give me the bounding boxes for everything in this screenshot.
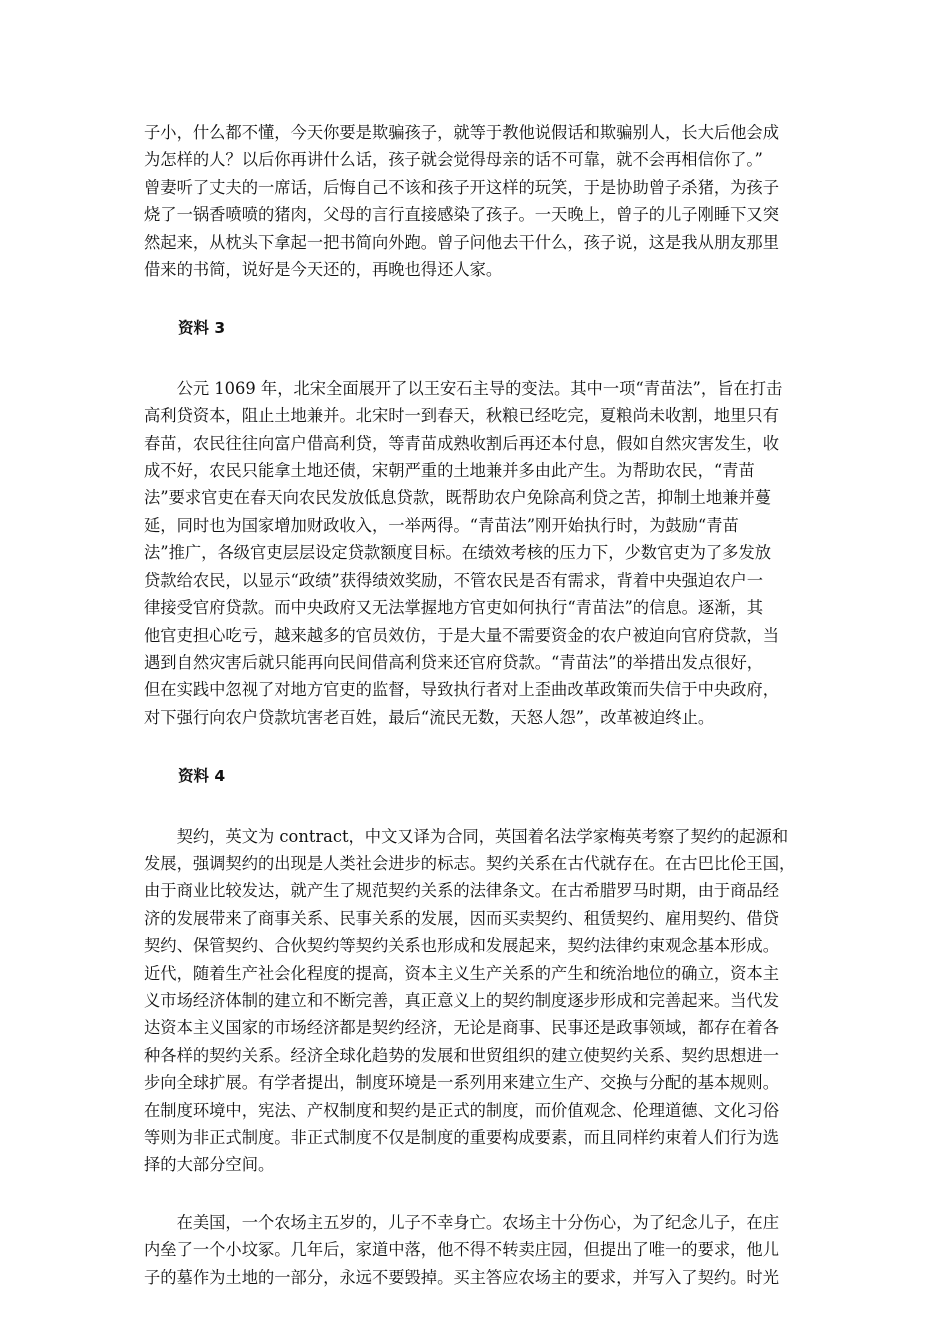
text-line: 贷款给农民，以显示“政绩”获得绩效奖励，不管农民是否有需求，背着中央强迫农户一 bbox=[144, 570, 764, 590]
text-line: 在美国，一个农场主五岁的，儿子不幸身亡。农场主十分伤心，为了纪念儿子，在庄 bbox=[144, 1212, 779, 1232]
text-line: 为怎样的人？以后你再讲什么话，孩子就会觉得母亲的话不可靠，就不会再相信你了。” bbox=[144, 150, 763, 170]
text-line: 高利贷资本，阻止土地兼并。北宋时一到春天，秋粮已经吃完，夏粮尚未收割，地里只有 bbox=[144, 406, 779, 426]
text-line: 择的大部分空间。 bbox=[144, 1155, 275, 1175]
paragraph-qingmiao-law bbox=[144, 375, 810, 731]
text-line: 借来的书简，说好是今天还的，再晚也得还人家。 bbox=[144, 260, 503, 280]
paragraph-zengzi-story bbox=[144, 119, 810, 283]
text-line: 步向全球扩展。有学者提出，制度环境是一系列用来建立生产、交换与分配的基本规则。 bbox=[144, 1073, 779, 1093]
paragraph-contract bbox=[144, 823, 810, 1179]
text-line: 由于商业比较发达，就产生了规范契约关系的法律条文。在古希腊罗马时期，由于商品经 bbox=[144, 881, 779, 901]
text-line: 公元 1069 年，北宋全面展开了以王安石主导的变法。其中一项“青苗法”，旨在打击 bbox=[144, 378, 783, 398]
text-line: 对下强行向农户贷款坑害老百姓，最后“流民无数，天怒人怨”，改革被迫终止。 bbox=[144, 707, 715, 727]
text-line: 法”要求官吏在春天向农民发放低息贷款，既帮助农户免除高利贷之苦，抑制土地兼并蔓 bbox=[144, 488, 772, 508]
text-line: 烧了一锅香喷喷的猪肉，父母的言行直接感染了孩子。一天晚上，曾子的儿子刚睡下又突 bbox=[144, 205, 779, 225]
text-line: 但在实践中忽视了对地方官吏的监督，导致执行者对上歪曲改革政策而失信于中央政府， bbox=[144, 680, 779, 700]
paragraph-farmer-story bbox=[144, 1209, 810, 1291]
text-line: 发展，强调契约的出现是人类社会进步的标志。契约关系在古代就存在。在古巴比伦王国， bbox=[144, 853, 796, 873]
text-line: 等则为非正式制度。非正式制度不仅是制度的重要构成要素，而且同样约束着人们行为选 bbox=[144, 1128, 779, 1147]
text-line: 达资本主义国家的市场经济都是契约经济，无论是商事、民事还是政事领域，都存在着各 bbox=[144, 1018, 779, 1038]
text-line: 在制度环境中，宪法、产权制度和契约是正式的制度，而价值观念、伦理道德、文化习俗 bbox=[144, 1100, 779, 1120]
text-line: 成不好，农民只能拿土地还债，宋朝严重的土地兼并多由此产生。为帮助农民，“青苗 bbox=[144, 461, 755, 481]
text-line: 子小，什么都不懂，今天你要是欺骗孩子，就等于教他说假话和欺骗别人，长大后他会成 bbox=[144, 123, 779, 142]
text-line: 契约、保管契约、合伙契约等契约关系也形成和发展起来，契约法律约束观念基本形成。 bbox=[144, 936, 779, 956]
text-line: 春苗，农民往往向富户借高利贷，等青苗成熟收割后再还本付息，假如自然灾害发生，收 bbox=[144, 433, 779, 453]
text-line: 内垒了一个小坟冢。几年后，家道中落，他不得不转卖庄园，但提出了唯一的要求，他儿 bbox=[144, 1240, 779, 1260]
text-line: 近代，随着生产社会化程度的提高，资本主义生产关系的产生和统治地位的确立，资本主 bbox=[144, 963, 779, 983]
text-line: 律接受官府贷款。而中央政府又无法掌握地方官吏如何执行“青苗法”的信息。逐渐，其 bbox=[144, 598, 764, 618]
text-line: 他官吏担心吃亏，越来越多的官员效仿，于是大量不需要资金的农户被迫向官府贷款，当 bbox=[144, 625, 779, 645]
text-line: 曾妻听了丈夫的一席话，后悔自己不该和孩子开这样的玩笑，于是协助曾子杀猪，为孩子 bbox=[144, 177, 779, 197]
text-line: 契约，英文为 contract，中文又译为合同，英国着名法学家梅英考察了契约的起源和 bbox=[144, 826, 789, 846]
text-line: 法”推广，各级官吏层层设定贷款额度目标。在绩效考核的压力下，少数官吏为了多发放 bbox=[144, 543, 772, 563]
section-heading-material-3: 资料 3 bbox=[178, 319, 226, 338]
text-line: 然起来，从枕头下拿起一把书简向外跑。曾子问他去干什么，孩子说，这是我从朋友那里 bbox=[144, 232, 779, 252]
section-heading-material-4: 资料 4 bbox=[178, 767, 226, 786]
text-line: 义市场经济体制的建立和不断完善，真正意义上的契约制度逐步形成和完善起来。当代发 bbox=[144, 990, 779, 1010]
text-line: 种各样的契约关系。经济全球化趋势的发展和世贸组织的建立使契约关系、契约思想进一 bbox=[144, 1045, 779, 1065]
text-line: 子的墓作为土地的一部分，永远不要毁掉。买主答应农场主的要求，并写入了契约。时光 bbox=[144, 1267, 779, 1287]
text-line: 遇到自然灾害后就只能再向民间借高利贷来还官府贷款。“青苗法”的举措出发点很好， bbox=[144, 652, 764, 672]
text-line: 延，同时也为国家增加财政收入，一举两得。“青苗法”刚开始执行时，为鼓励“青苗 bbox=[144, 515, 739, 535]
text-line: 济的发展带来了商事关系、民事关系的发展，因而买卖契约、租赁契约、雇用契约、借贷 bbox=[144, 908, 779, 928]
